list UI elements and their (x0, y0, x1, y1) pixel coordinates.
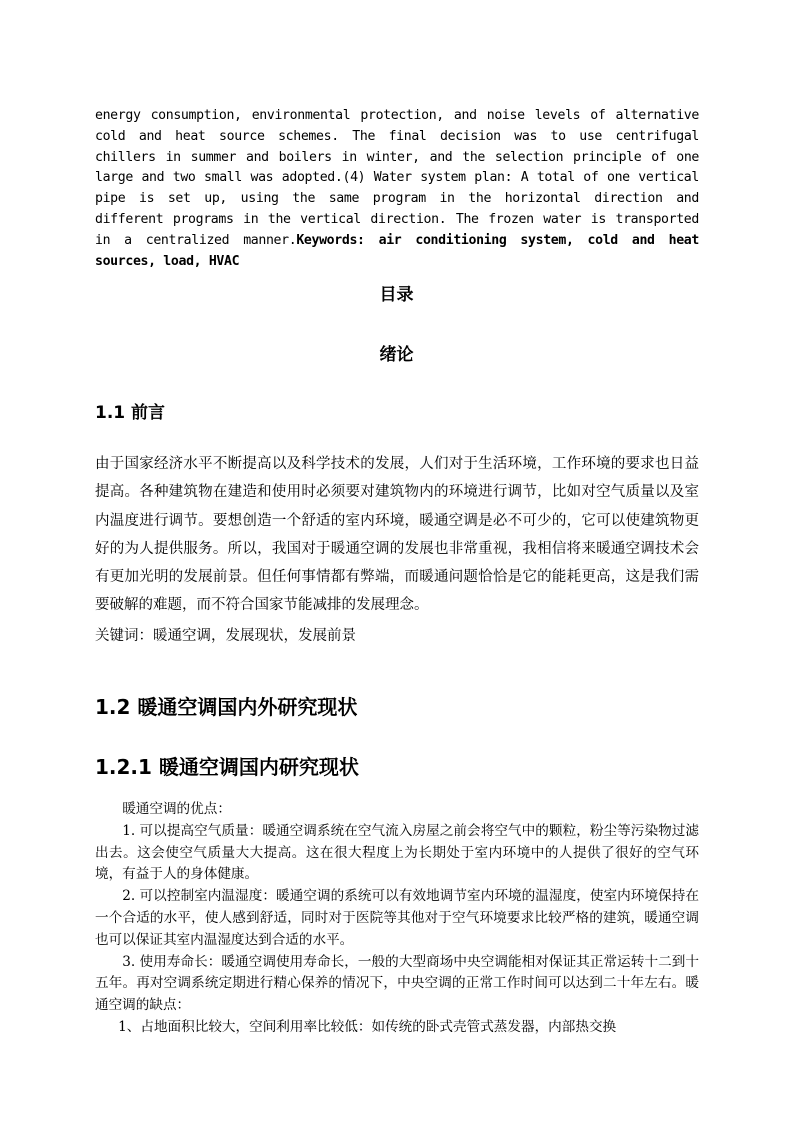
advantages-label: 暖通空调的优点： (122, 801, 231, 817)
abstract-text: energy consumption, environmental protection, and noise levels of alternative cold and heat source schemes. The final decision was to use centrifugal chillers in summer and boilers in winter, and the selection principle of one large and two small was adopted.(4) Water system plan: A total of one vertical pipe is set up, using the same program in the horizontal direction and different programs in the vertical direction. The frozen water is transported in a centralized manner. (95, 108, 699, 248)
section-1-1-body (95, 450, 699, 650)
abstract-paragraph (95, 106, 699, 272)
section-1-1-heading: 1.1 前言 (95, 403, 166, 423)
introduction-title: 绪论 (379, 345, 414, 365)
advantage-item-2: 2. 可以控制室内温湿度：暖通空调的系统可以有效地调节室内环境的温湿度，使室内环境保持在一个合适的水平，使人感到舒适，同时对于医院等其他对于空气环境要求比较严格的建筑，暖通空调也可以保证其室内温湿度达到合适的水平。 (95, 888, 699, 948)
preface-paragraph: 由于国家经济水平不断提高以及科学技术的发展，人们对于生活环境，工作环境的要求也日益提高。各种建筑物在建造和使用时必须要对建筑物内的环境进行调节，比如对空气质量以及室内温度进行调节。要想创造一个舒适的室内环境，暖通空调是必不可少的，它可以使建筑物更好的为人提供服务。所以，我国对于暖通空调的发展也非常重视，我相信将来暖通空调技术会有更加光明的发展前景。但任何事情都有弊端，而暖通问题恰恰是它的能耗更高，这是我们需要破解的难题，而不符合国家节能减排的发展理念。 (95, 456, 699, 614)
toc-title: 目录 (379, 285, 414, 305)
advantage-item-1: 1. 可以提高空气质量：暖通空调系统在空气流入房屋之前会将空气中的颗粒，粉尘等污染物过滤出去。这会使空气质量大大提高。这在很大程度上为长期处于室内环境中的人提供了很好的空气环境，有益于人的身体健康。 (95, 822, 699, 883)
section-1-2-1-body (95, 799, 699, 1039)
section-1-2-1-heading: 1.2.1 暖通空调国内研究现状 (95, 755, 359, 779)
disadvantage-item-1: 1、占地面积比较大，空间利用率比较低：如传统的卧式壳管式蒸发器，内部热交换 (118, 1018, 617, 1035)
section-1-2-heading: 1.2 暖通空调国内外研究现状 (95, 695, 358, 719)
abstract-keywords: Keywords: air conditioning system, cold and heat sources, load, HVAC (95, 232, 699, 269)
advantage-item-3: 3. 使用寿命长：暖通空调使用寿命长，一般的大型商场中央空调能相对保证其正常运转十二到十五年。再对空调系统定期进行精心保养的情况下，中央空调的正常工作时间可以达到二十年左右。暖通空调的缺点： (95, 953, 699, 1014)
preface-keywords: 关键词：暖通空调，发展现状，发展前景 (95, 627, 356, 644)
